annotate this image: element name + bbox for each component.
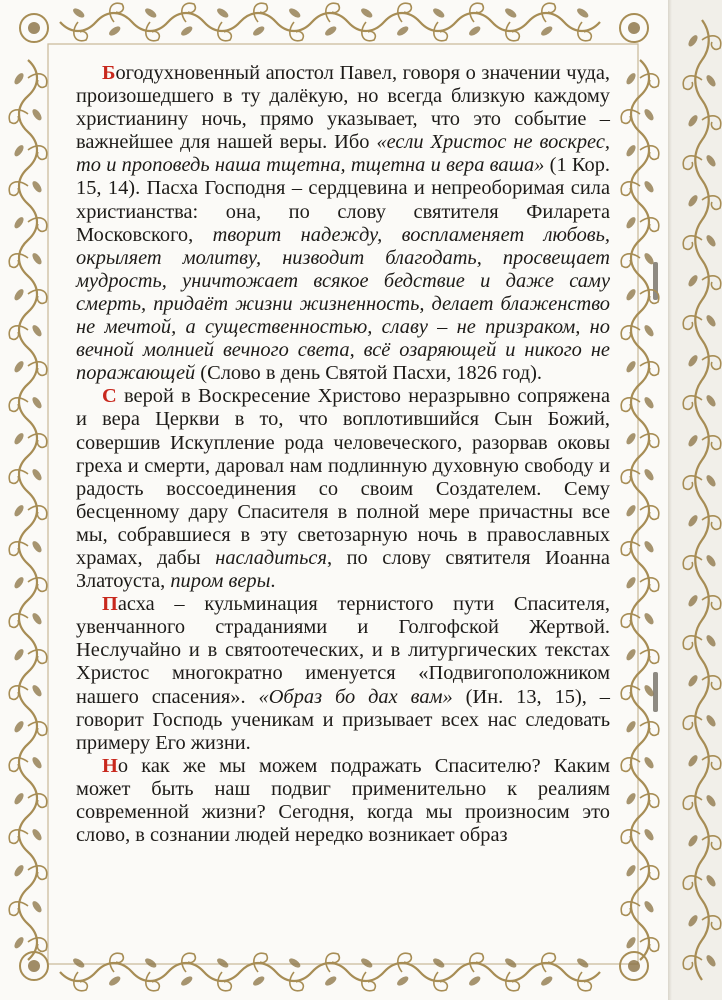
- leaf: [468, 975, 482, 988]
- scroll-curl: [683, 396, 702, 409]
- scroll-curl: [702, 676, 721, 689]
- leaf: [687, 114, 700, 128]
- leaf: [705, 234, 718, 248]
- corner-rosette-center: [628, 22, 640, 34]
- scroll-curl: [683, 156, 702, 169]
- leaf: [13, 144, 26, 158]
- leaf: [643, 108, 656, 122]
- leaf: [31, 108, 44, 122]
- leaf: [324, 975, 338, 988]
- leaf: [643, 684, 656, 698]
- leaf: [687, 754, 700, 768]
- leaf: [705, 394, 718, 408]
- leaf: [643, 396, 656, 410]
- leaf: [540, 975, 554, 988]
- leaf: [31, 540, 44, 554]
- leaf: [144, 957, 158, 970]
- drop-initial: П: [102, 593, 118, 616]
- leaf: [13, 72, 26, 86]
- leaf: [108, 25, 122, 38]
- leaf: [288, 957, 302, 970]
- leaf: [643, 252, 656, 266]
- scroll-curl: [683, 76, 702, 89]
- leaf: [625, 72, 638, 86]
- leaf: [625, 864, 638, 878]
- scroll-curl: [702, 36, 721, 49]
- leaf: [687, 274, 700, 288]
- leaf: [72, 957, 86, 970]
- leaf: [643, 468, 656, 482]
- scroll-curl: [702, 836, 721, 849]
- drop-initial: Н: [102, 754, 118, 777]
- leaf: [216, 7, 230, 20]
- leaf: [31, 612, 44, 626]
- leaf: [252, 975, 266, 988]
- leaf: [705, 474, 718, 488]
- leaf: [687, 674, 700, 688]
- leaf: [625, 360, 638, 374]
- leaf: [13, 864, 26, 878]
- scroll-curl: [702, 596, 721, 609]
- leaf: [180, 25, 194, 38]
- leaf: [643, 756, 656, 770]
- leaf: [625, 720, 638, 734]
- leaf: [643, 612, 656, 626]
- leaf: [31, 468, 44, 482]
- scroll-curl: [702, 516, 721, 529]
- leaf: [643, 180, 656, 194]
- scroll-curl: [683, 876, 702, 889]
- leaf: [705, 74, 718, 88]
- leaf: [687, 594, 700, 608]
- leaf: [625, 792, 638, 806]
- scroll-curl: [683, 556, 702, 569]
- leaf: [360, 7, 374, 20]
- scroll-curl: [683, 956, 702, 969]
- paragraph-2: С верой в Воскресение Христово неразрывно сопряжена и вера Церкви в то, что воплотившийся Сын Божий, совершив Искупление рода человеческого, разорвав оковы греха и смерти, даровал нам подлинную духовную свободу и радость воссоединения со своим Создателем. Сему бесценному дару Спасителя в полной мере причастны все мы, собравшиеся в эту светозарную ночь в православных храмах, дабы насладиться, по слову святителя Иоанна Златоуста, пиром веры.: [76, 385, 610, 593]
- leaf: [705, 154, 718, 168]
- leaf: [108, 975, 122, 988]
- leaf: [576, 957, 590, 970]
- paragraph-1: Богодухновенный апостол Павел, говоря о значении чуда, произошедшего в ту далёкую, но всегда близкую каждому христианину ночь, прямо указывает, что это событие – важнейшее для нашей веры. Ибо «если Христос не воскрес, то и проповедь наша тщетна, тщетна и вера ваша» (1 Кор. 15, 14). Пасха Господня – сердцевина и непреоборимая сила христианства: она, по слову святителя Филарета Московского, творит надежду, воспламеняет любовь, окрыляет молитву, низводит благодать, просвещает мудрость, уничтожает всякое бедствие и даже саму смерть, придаёт жизни жизненность, делает блаженство не мечтой, а существенностью, славу – не призраком, но вечной молнией вечного света, всё озаряющей и никого не поражающей (Слово в день Святой Пасхи, 1826 год).: [76, 62, 610, 385]
- leaf: [540, 25, 554, 38]
- paragraph-4: Но как же мы можем подражать Спасителю? Каким может быть наш подвиг применительно к реалиям современной жизни? Сегодня, когда мы произносим это слово, в сознании людей нередко возникает образ: [76, 754, 610, 847]
- leaf: [13, 720, 26, 734]
- article-body: [76, 62, 610, 847]
- leaf: [432, 7, 446, 20]
- leaf: [396, 25, 410, 38]
- leaf: [687, 514, 700, 528]
- leaf: [31, 324, 44, 338]
- scroll-curl: [702, 916, 721, 929]
- leaf: [643, 540, 656, 554]
- leaf: [643, 324, 656, 338]
- scroll-curl: [702, 116, 721, 129]
- leaf: [687, 354, 700, 368]
- leaf: [13, 216, 26, 230]
- scroll-curl: [702, 196, 721, 209]
- leaf: [625, 432, 638, 446]
- leaf: [31, 396, 44, 410]
- leaf: [625, 216, 638, 230]
- leaf: [643, 828, 656, 842]
- leaf: [687, 914, 700, 928]
- scroll-curl: [702, 436, 721, 449]
- leaf: [324, 25, 338, 38]
- leaf: [13, 360, 26, 374]
- corner-rosette-center: [28, 22, 40, 34]
- scroll-curl: [683, 236, 702, 249]
- leaf: [31, 684, 44, 698]
- scroll-curl: [683, 316, 702, 329]
- leaf: [625, 504, 638, 518]
- leaf: [31, 900, 44, 914]
- leaf: [705, 634, 718, 648]
- leaf: [705, 874, 718, 888]
- leaf: [576, 7, 590, 20]
- leaf: [13, 576, 26, 590]
- leaf: [31, 180, 44, 194]
- leaf: [31, 828, 44, 842]
- scroll-curl: [702, 356, 721, 369]
- leaf: [72, 7, 86, 20]
- leaf: [468, 25, 482, 38]
- leaf: [705, 714, 718, 728]
- leaf: [144, 7, 158, 20]
- leaf: [13, 648, 26, 662]
- leaf: [705, 954, 718, 968]
- leaf: [687, 834, 700, 848]
- scroll-curl: [702, 756, 721, 769]
- drop-initial: С: [102, 385, 117, 408]
- leaf: [625, 144, 638, 158]
- vine-stem: [695, 20, 709, 980]
- leaf: [705, 314, 718, 328]
- leaf: [625, 288, 638, 302]
- leaf: [13, 288, 26, 302]
- leaf: [705, 554, 718, 568]
- leaf: [396, 975, 410, 988]
- leaf: [31, 756, 44, 770]
- leaf: [360, 957, 374, 970]
- leaf: [625, 648, 638, 662]
- leaf: [625, 576, 638, 590]
- corner-rosette-center: [628, 960, 640, 972]
- leaf: [13, 936, 26, 950]
- leaf: [687, 434, 700, 448]
- leaf: [432, 957, 446, 970]
- paragraph-3: Пасха – кульминация тернистого пути Спасителя, увенчанного страданиями и Голгофской Жертвой. Неслучайно и в святоотеческих, и в литургических текстах Христос многократно именуется «Подвигоположником нашего спасения». «Образ бо дах вам» (Ин. 13, 15), – говорит Господь ученикам и призывает всех нас следовать примеру Его жизни.: [76, 593, 610, 754]
- drop-initial: Б: [102, 62, 116, 84]
- leaf: [687, 194, 700, 208]
- leaf: [705, 794, 718, 808]
- leaf: [31, 252, 44, 266]
- leaf: [180, 975, 194, 988]
- leaf: [504, 7, 518, 20]
- leaf: [13, 432, 26, 446]
- leaf: [288, 7, 302, 20]
- leaf: [13, 504, 26, 518]
- scroll-curl: [702, 276, 721, 289]
- leaf: [625, 936, 638, 950]
- leaf: [504, 957, 518, 970]
- leaf: [252, 25, 266, 38]
- scroll-curl: [683, 476, 702, 489]
- scroll-curl: [683, 636, 702, 649]
- leaf: [687, 34, 700, 48]
- leaf: [13, 792, 26, 806]
- corner-rosette-center: [28, 960, 40, 972]
- leaf: [216, 957, 230, 970]
- scroll-curl: [683, 796, 702, 809]
- scroll-curl: [683, 716, 702, 729]
- leaf: [643, 900, 656, 914]
